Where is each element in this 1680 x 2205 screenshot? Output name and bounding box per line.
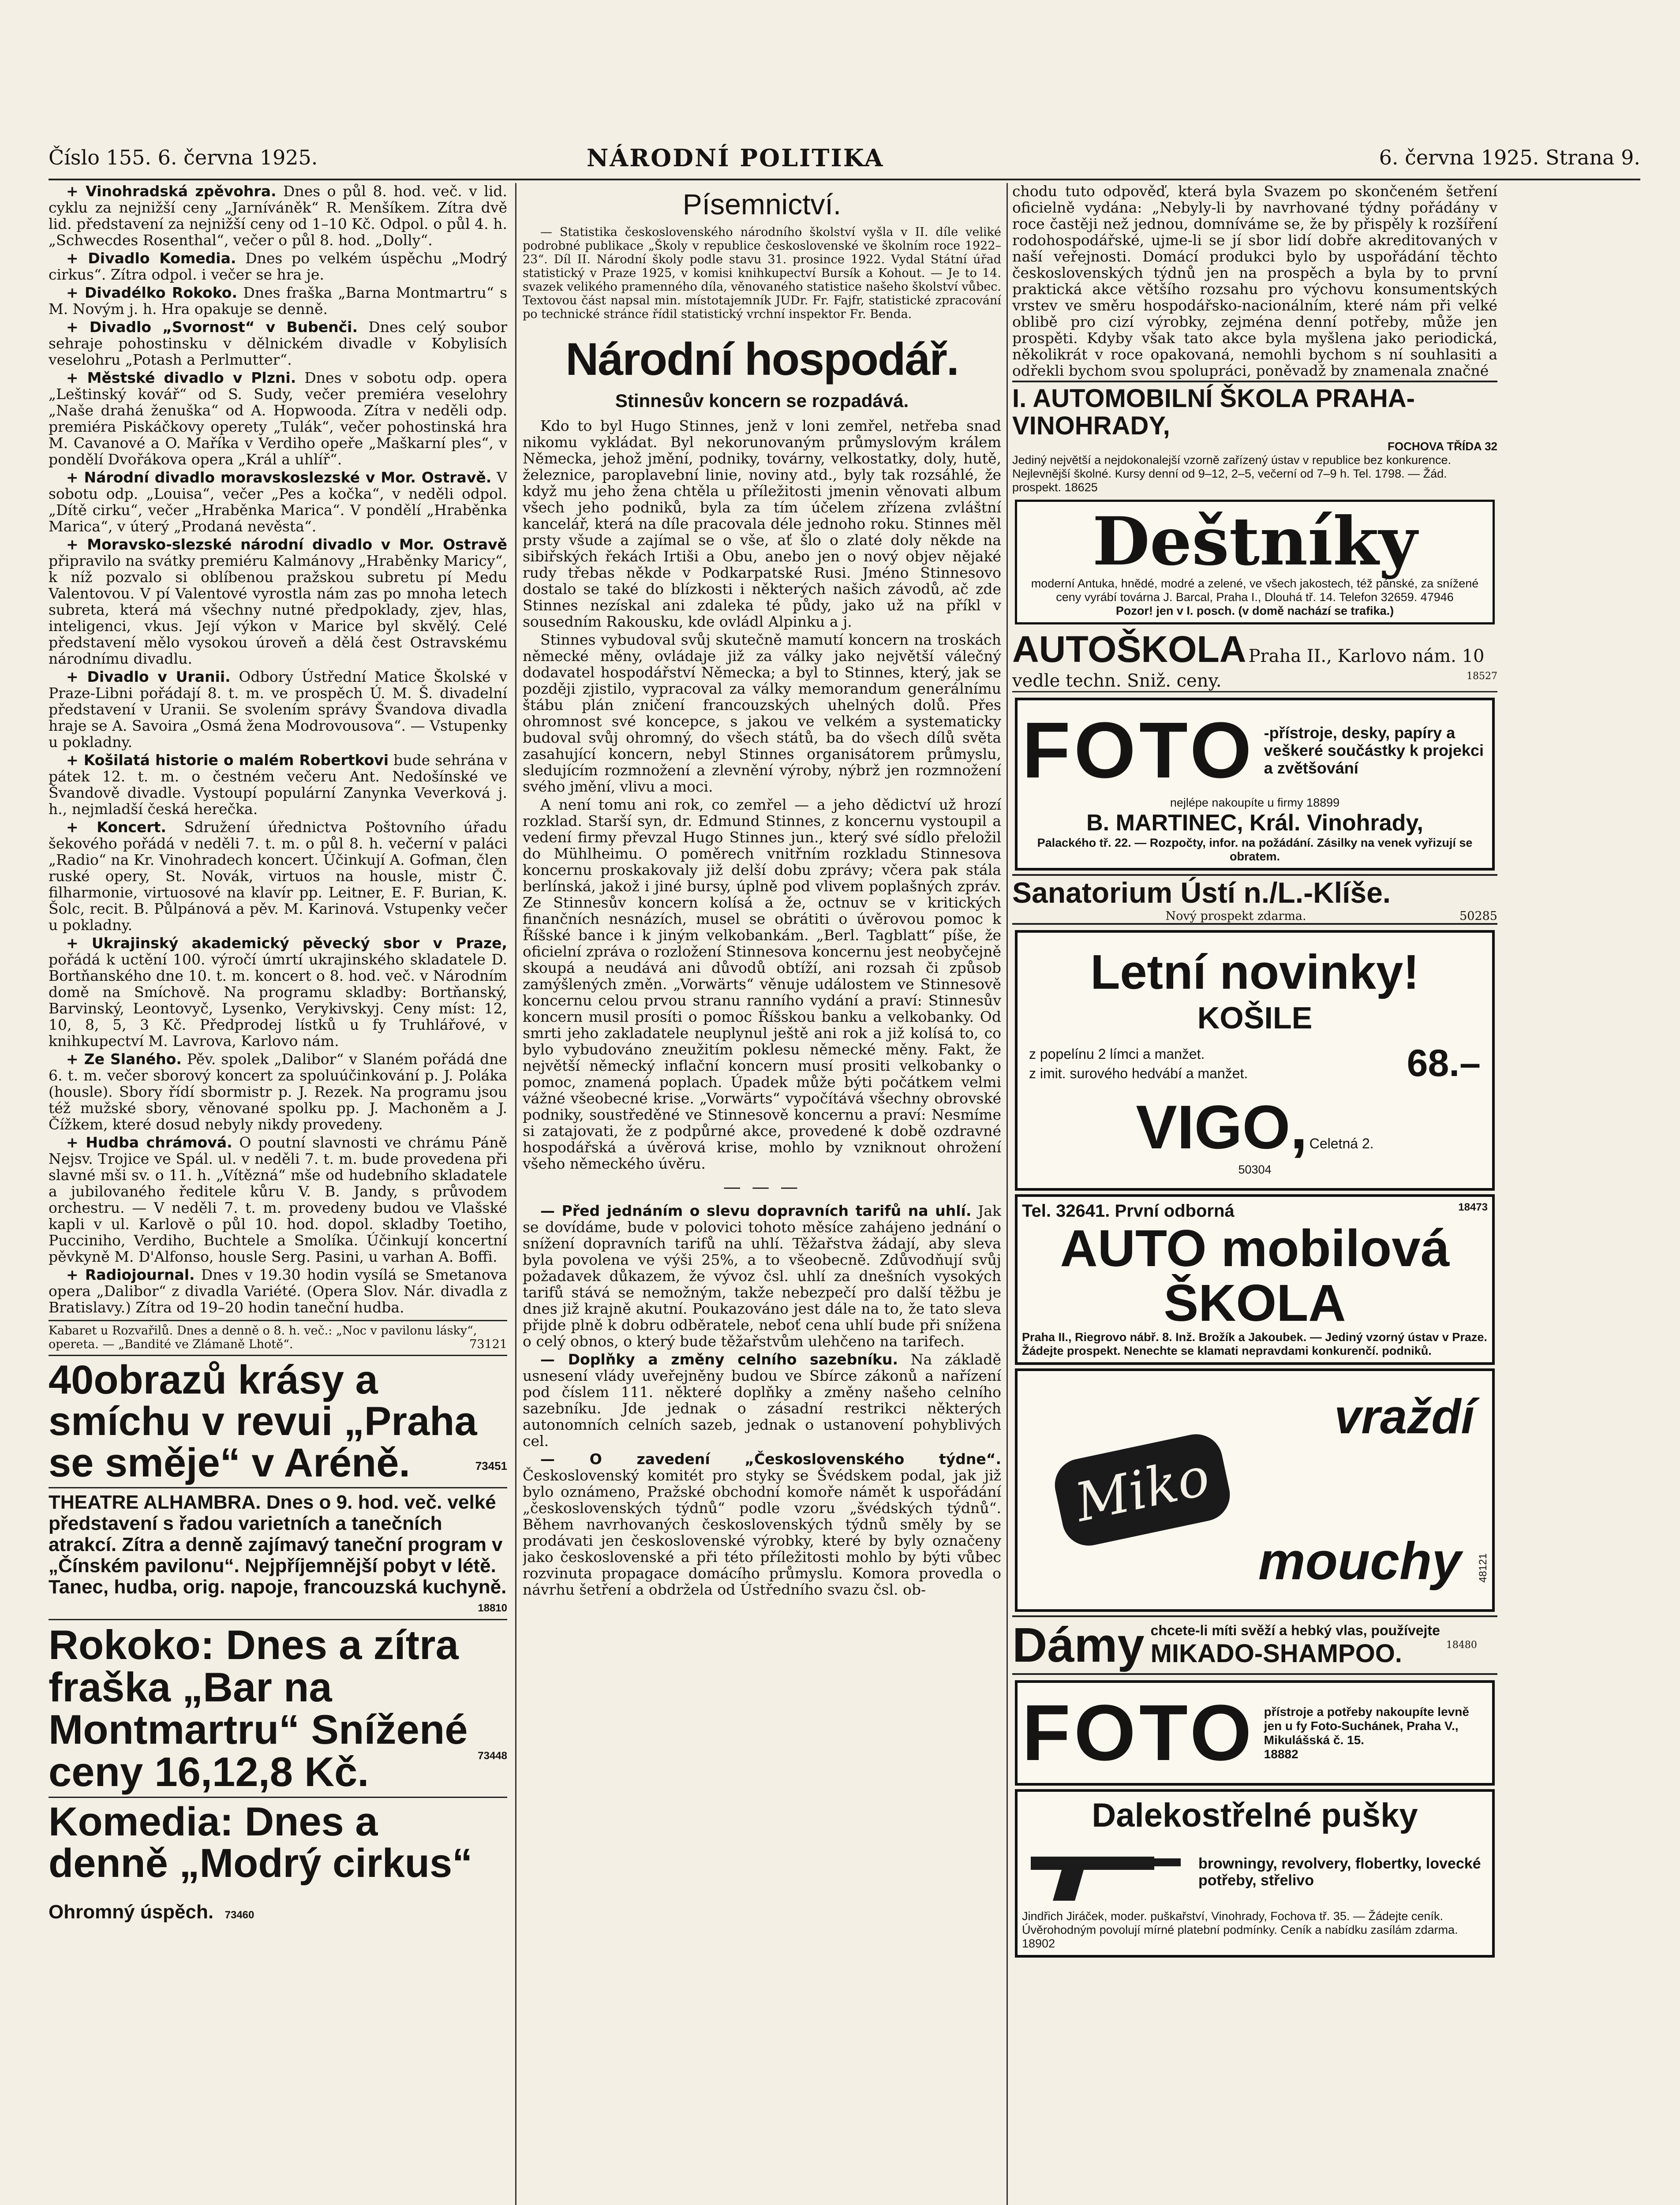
theatre-notice: + Radiojournal. Dnes v 19.30 hodin vysílá se Smetanova opera „Dalibor“ z divadla Variété. (Opera Slov. Nár. divadla z Bratislavy.) Zítra od 19–20 hodin taneční hudba. [49, 1266, 507, 1316]
rokoko-ad: Rokoko: Dnes a zítra fraška „Bar na Montmartru“ Snížené ceny 16,12,8 Kč. 73448 [49, 1622, 507, 1795]
theatre-notice: + Moravsko-slezské národní divadlo v Mor. Ostravě připravilo na svátky premiéru Kalmánovy „Hraběnky Maricy“, k níž pozvalo si oblíbenou pražskou subretu pí Medu Valentovou. V pí Valentové vyrostla nám zas po mnoha letech subreta, která má všechny nutné předpoklady, zjev, hlas, inteligenci, vkus. Její výkon v Marice byl skvělý. Celé představení mělo vysokou úroveň a dělá čest Ostravskému národnímu divadlu. [49, 536, 507, 667]
mikado-ad: Dámy chcete-li míti svěží a hebký vlas, používejte MIKADO-SHAMPOO. 18480 [1012, 1615, 1497, 1675]
foto-martinec-ad: FOTO -přístroje, desky, papíry a veškeré součástky k projekci a zvětšování nejlépe nakoupíte u firmy 18899 B. MARTINEC, Král. Vinohrady, Palackého tř. 22. — Rozpočty, infor. na požádání. Zásilky na venek vyřizují se obratem. [1015, 698, 1495, 871]
theatre-notice: + Ukrajinský akademický pěvecký sbor v Praze, pořádá k uctění 100. výročí úmrtí ukrajinského skladatele D. Bortňanského dne 10. t. m. koncert o 8. hod. več. v Národním domě na Smíchově. Na programu skladby: Bortňanský, Barvinský, Leontovyč, Lysenko, Verykivskyj. Ceny míst: 12, 10, 8, 5, 3 Kč. Předprodej lístků u fy Truhlářové, v knihkupectví M. Lavrova, Karlovo nám. [49, 934, 507, 1050]
tyden-notice: — O zavedení „Československého týdne“. Československý komitét pro styky se Švédskem podal, jak již bylo oznámeno, Pražské obchodní komoře námět k uspořádání „československých týdnů“ podle vzoru „švédských týdnů“. Během navrhovaných československých týdnů směly by se prodávati jen československé výrobky, které by byly označeny jako československé a při této příležitosti mohlo by býti vůbec rozvinuta propagace domácího průmyslu. Komora provedla o návrhu šetření a obdržela od Ústředního svazu čsl. ob- [523, 1450, 1001, 1598]
divider [49, 1320, 507, 1321]
divider [49, 1797, 507, 1798]
article-subtitle: Stinnesův koncern se rozpadává. [615, 390, 909, 411]
separator-dashes: — — — [723, 1177, 801, 1197]
foto-suchanek-ad: FOTO přístroje a potřeby nakoupíte levně jen u fy Foto-Suchánek, Praha V., Mikulášská č. 15. 18882 [1015, 1680, 1495, 1786]
divider [49, 1487, 507, 1488]
theatre-notice: + Městské divadlo v Plzni. Dnes v sobotu odp. opera „Leštinský kovář“ od S. Sudy, večer premiéra veselohry „Naše drahá ženuška“ od A. Hopwooda. Zítra v neděli odp. premiéra Piskáčkovy operety „Tulák“, večer pohostinská hra M. Cavanové a O. Maříka v Verdiho opeře „Maškarní ples“, v pondělí Dvořákova opera „Král a uhlíř“. [49, 369, 507, 468]
arena-ad: 40obrazů krásy a smíchu v revui „Praha se směje“ v Aréně. 73451 [49, 1357, 507, 1485]
theatre-notice: + Národní divadlo moravskoslezské v Mor. Ostravě. V sobotu odp. „Louisa“, večer „Pes a kočka“, v neděli odpol. „Dítě cirku“, večer „Hraběnka Marica“. V pondělí „Hraběnka Marica“, v úterý „Prodaná nevěsta“. [49, 469, 507, 535]
miko-tin-image: Miko [1057, 1446, 1227, 1534]
article-paragraph: Kdo to byl Hugo Stinnes, jenž v loni zemřel, netřeba snad nikomu vykládat. Byl nekorunovaným průmyslovým králem Německa, jehož jmění, podniky, továrny, velkostatky, doly, hutě, železnice, paroplavební linie, noviny atd., byly tak rozsáhlé, že když mu jeho žena chtěla u příležitosti jmenin věnovati album všech jeho podniků, byla za tím účelem zřízena zvláštní kancelář, která na díle pracovala déle jednoho roku. Stinnes měl prsty všude a zajímal se o vše, ať šlo o zlaté doly někde na sibiřských řekách Irtiši a Obu, anebo jen o nový objev nějaké rudy třebas někde v Podkarpatské Rusi. Jméno Stinnesovo dostalo se také do blízkosti i některých našich závodů, ač zde Stinnes nezískal ani zdaleka té půdy, jako už na příkl v sousedním Rakousku, kde ovládl Alpinku a j. [523, 417, 1001, 630]
theatre-notice: + Divadlo v Uranii. Odbory Ústřední Matice Školské v Praze-Libni pořádají 8. t. m. ve prospěch Ú. M. Š. divadelní představení v Uranii. Se svolením správy Švandova divadla hraje se A. Savoira „Osmá žena Modrovousova“. — Vstupenky u pokladny. [49, 668, 507, 751]
tarif-notice: — Před jednáním o slevu dopravních tarifů na uhlí. Jak se dovídáme, bude v polovici tohoto měsíce zahájeno jednání o snížení dopravních tarifů na uhlí. Těžařstva žádají, aby sleva byla povolena ve výši 25%, a to všeobecně. Zdůvodňují svůj požadavek důkazem, že vývoz čsl. uhlí za dnešních vysokých tarifů stává se nemožným, takže nebezpečí pro další těžbu je dnes již krajně akutní. Poukazováno jest dále na to, že tato sleva přijde plně k dobru odběratele, neboť cena uhlí bude při snížena o celý obnos, o který bude těžařstvům ulehčeno na tarifech. [523, 1202, 1001, 1350]
page-header [49, 146, 1640, 176]
masthead: NÁRODNÍ POLITIKA [587, 144, 884, 172]
divider [49, 1619, 507, 1620]
theatre-notice: + Hudba chrámová. O poutní slavnosti ve chrámu Páně Nejsv. Trojice ve Spál. ul. v neděli 7. t. m. bude provedena při slavné mši sv. o 11. h. „Vítězná“ mše od hudebního skladatele a jubilovaného ředitele kůru V. B. Jandy, s průvodem orchestru. — V neděli 7. t. m. provedeny budou ve Vlašské kapli v ul. Karlově o půl 10. hod. dopol. skladby Toetiho, Pucciniho, Verdiho, Buchtele a Smolíka. Účinkují koncertní pěvkyně M. D'Alfonso, housle Serg. Pasini, u varhan A. Boffi. [49, 1134, 507, 1265]
theatre-notice: + Divadlo Komedia. Dnes po velkém úspěchu „Modrý cirkus“. Zítra odpol. i večer se hra je. [49, 250, 507, 283]
kabaret-ad: Kabaret u Rozvařilů. Dnes a denně o 8. h. več.: „Noc v pavilonu lásky“, opereta. — „Bandité ve Zlámaně Lhotě“. 73121 [49, 1324, 507, 1351]
alhambra-ad: THEATRE ALHAMBRA. Dnes o 9. hod. več. velké představení s řadou varietních a tanečních atrakcí. Zítra a denně zajímavý taneční program v „Čínském pavilonu“. Nejpříjemnější pobyt v létě. Tanec, hudba, orig. napoje, francouzská kuchyně. 18810 [49, 1491, 507, 1615]
theatre-notice: + Koncert. Sdružení úřednictva Poštovního úřadu šekového pořádá v neděli 7. t. m. o půl 8. h. večerní v paláci „Radio“ na Kr. Vinohradech koncert. Účinkují A. Gofman, člen ruské opery, St. Novák, virtuos na housle, mistr Č. filharmonie, virtuosové na klavír pp. Leitner, E. F. Burian, K. Šolc, recit. B. Půlpánová a pěv. M. Karinová. Vstupenky večer u pokladny. [49, 818, 507, 934]
pusky-ad: Dalekostřelné pušky browningy, revolvery, flobertky, lovecké potřeby, střelivo Jindřich Jiráček, moder. puškařství, Vinohrady, Fochova tř. 35. — Žádejte ceník. Úvěrohodným povolují mírné platební podmínky. Ceník a nabídku zasílám zdarma. 18902 [1015, 1789, 1495, 1958]
divider [49, 1355, 507, 1356]
komedia-ad: Komedia: Dnes a denně „Modrý cirkus“ Ohromný úspěch. 73460 [49, 1799, 473, 1923]
page-number: 6. června 1925. Strana 9. [1379, 146, 1640, 169]
destniky-ad: Deštníky moderní Antuka, hnědé, modré a zelené, ve všech jakostech, též pánské, za snížené ceny vyrábí továrna J. Barcal, Praha I., Dlouhá tř. 14. Telefon 32659. 47946 Pozor! jen v I. posch. (v domě nachází se trafika.) [1015, 500, 1495, 624]
column-theatre [49, 183, 507, 2205]
column-separator [515, 183, 516, 2205]
sanatorium-ad: Sanatorium Ústí n./L.-Klíše. Nový prospekt zdarma. 50285 [1012, 874, 1497, 925]
pistol-illustration [1022, 1839, 1190, 1905]
header-rule [49, 179, 1640, 180]
theatre-news [49, 183, 507, 1316]
theatre-notice: + Ze Slaného. Pěv. spolek „Dalibor“ v Slaném pořádá dne 6. t. m. večer sborový koncert za spoluúčinkování p. J. Poláka (housle). Sbory řídí sbormistr p. J. Rezek. Na programu jsou též mužské sbory, věnované spolku pp. J. Machoněm a J. Čížkem, které dosud nebyly nikdy provedeny. [49, 1050, 507, 1133]
column-ads [1012, 183, 1497, 2205]
theatre-notice: + Košilatá historie o malém Robertkovi bude sehrána v pátek 12. t. m. o čestném večeru Ant. Nedošínské ve Švandově divadle. Vystoupí populární Zanynka Veverková j. h., nejmladší česká herečka. [49, 751, 507, 818]
autoskola2-ad: AUTOŠKOLA Praha II., Karlovo nám. 10 vedle techn. Sniž. ceny. 18527 [1012, 628, 1497, 692]
stinnes-article [523, 418, 1001, 1172]
autoskola3-ad: Tel. 32641. První odborná 18473 AUTO mobilová ŠKOLA Praha II., Riegrovo nábř. 8. Inž. Brožík a Jakoubek. — Jediný vzorný ústav v Praze. Žádejte prospekt. Nenechte se klamati nepravdami konkurenčí. podniků. [1015, 1194, 1495, 1365]
section-title-economy: Národní hospodář. [565, 334, 958, 385]
article-paragraph: Stinnes vybudoval svůj skutečně mamutí koncern na troskách německé měny, ovládaje již za války jako největší válečný dodavatel hospodářství Německa; a byl to Stinnes, který, jak se později zjistilo, vypracoval za války memorandum generálnímu štábu plán zničení francouzských uhelných dolů. Přes ohromnost své koncepce, s jakou ve velkém a systematicky budoval svůj ohromný, do všech států, ba do všech dílů světa zasahující koncern, nebyl Stinnes organisátorem průmyslu, sledujícím rozmnožení a zlevnění výroby, nýbrž jen rozmnožení svého jmění, vlivu a moci. [523, 631, 1001, 795]
issue-number: Číslo 155. 6. června 1925. [49, 146, 318, 169]
article-paragraph: A není tomu ani rok, co zemřel — a jeho dědictví už hrozí rozklad. Starší syn, dr. Edmund Stinnes, z koncernu vystoupil a vedení firmy převzal Hugo Stinnes jun., který své sídlo přeložil do Mühlheimu. O poměrech vnitřním rozkladu Stinnesova koncernu proskakovaly již delší dobu zprávy; včera pak stála berlínská, jakož i jiné bursy, úplně pod vlivem poplašných zpráv. Ze Stinnesův koncern kolísá a že, octnuv se v kritických finančních nesnázích, musel se obrátiti o úvěrovou pomoc k Říšské bance i k jiným velkobankám. „Berl. Tagblatt“ píše, že oficielní zpráva o rozložení Stinnesova koncernu jest neobyčejně skoupá a neudává ani důvodů obtíží, ani rozsah či způsob zamýšlených změn. „Vorwärts“ věnuje událostem ve Stinnesově koncernu celou prvou stranu ranního vydání a praví: Stinnesův koncern musil prosíti o pomoc Říšskou banku a velkobanky. Od smrti jeho zakladatele neuplynul ještě ani rok a již kolísá to, co bylo vybudováno zneužitím poklesu německé měny. Fakt, že největší německý inflační koncern musí prositi velkobanky o pomoc, znamená poplach. Úpadek může býti počátkem velmi vážné všeobecné krise. „Vorwärts“ vypočítává všechny obrovské podniky, soustředěné ve Stinnesově koncernu a praví: Nesmíme si zatajovati, že z podpůrné akce, provedené k době ozdravné hospodářská a úvěrová krise, mohlo by vzniknout ohrožení všeho německého úvěru. [523, 796, 1001, 1172]
miko-ad: vraždí Miko mouchy 48121 [1015, 1368, 1495, 1612]
theatre-notice: + Divadlo „Svornost“ v Bubenči. Dnes celý soubor sehraje pohostinsku v dělnickém divadle v Kobylisích veselohru „Potash a Perlmutter“. [49, 318, 507, 368]
column-separator [1007, 183, 1008, 2205]
celni-notice: — Doplňky a změny celního sazebníku. Na základě usnesení vlády uveřejněny budou ve Sbírce zákonů a nařízení pod číslem 111. některé doplňky a změny našeho celního sazebníku. Jde jednak o zásadní restrikci některých autonomních celních sazeb, jednak o ustanovení pohyblivých cel. [523, 1351, 1001, 1450]
continued-text: chodu tuto odpověď, která byla Svazem po skončeném šetření oficielně vydána: „Nebyly-li by navrhované týdny pořádány v roce častěji než jednou, domníváme se, že by přispěly k rozšíření rodohospodářské, ujme-li se jí sbor lidí dobře akreditovaných v naší veřejnosti. Domácí produkci bylo by uspořádání těchto československých týdnů jen na prospěch a byla by to první praktická akce většího rozsahu pro výchovu konsumentských vrstev ve směru hospodářsko-nacionálním, které nám při velké oblibě pro cizí výrobky, zejména denní potřeby, může jen prospěti. Kdyby však tato akce byla myšlena jako periodická, několikrát v roce opakovaná, nemohli bychom s ní souhlasiti a odřekli bychom svou spolupráci, poněvadž by znamenala značné [1012, 183, 1497, 379]
theatre-notice: + Vinohradská zpěvohra. Dnes o půl 8. hod. več. v lid. cyklu za nejnižší ceny „Jarníváněk“ R. Menšíkem. Zítra dvě lid. představení za nejnižší ceny od 1–10 Kč. Odpol. o půl 4. h. „Schwecdes Rosenthal“, večer o půl 8. hod. „Dolly“. [49, 183, 507, 249]
vigo-ad: Letní novinky! KOŠILE z popelínu 2 límci a manžet. z imit. surového hedvábí a manžet. 68.– VIGO, Celetná 2. 50304 [1015, 930, 1495, 1191]
column-economy [523, 183, 1001, 2205]
section-title-literature: Písemnictví. [682, 188, 842, 220]
literature-text: — Statistika československého národního školství vyšla v II. díle veliké podrobné publikace „Školy v republice československé ve školním roce 1922–23“. Díl II. Národní školy podle stavu 31. prosince 1922. Vydal Státní úřad statistický v Praze 1925, v komisi knihkupectví Bursík a Kohout. — Je to 14. svazek velikého pramenného díla, věnovaného statistice našeho školství vůbec. Textovou část napsal min. místotajemník JUDr. Fr. Fajfr, statistické zpracování po technické stránce řídil statistický vrchní inspektor Fr. Benda. [523, 225, 1001, 321]
theatre-notice: + Divadélko Rokoko. Dnes fraška „Barna Montmartru“ s M. Novým j. h. Hra opakuje se denně. [49, 284, 507, 318]
autoskola1-ad: I. AUTOMOBILNÍ ŠKOLA PRAHA-VINOHRADY, FOCHOVA TŘÍDA 32 Jediný největší a nejdokonalejší vzorně zařízený ústav v republice bez konkurence. Nejlevnější školné. Kursy denní od 9–12, 2–5, večerní od 7–9 h. Tel. 1798. — Žád. prospekt. 18625 [1012, 381, 1497, 494]
